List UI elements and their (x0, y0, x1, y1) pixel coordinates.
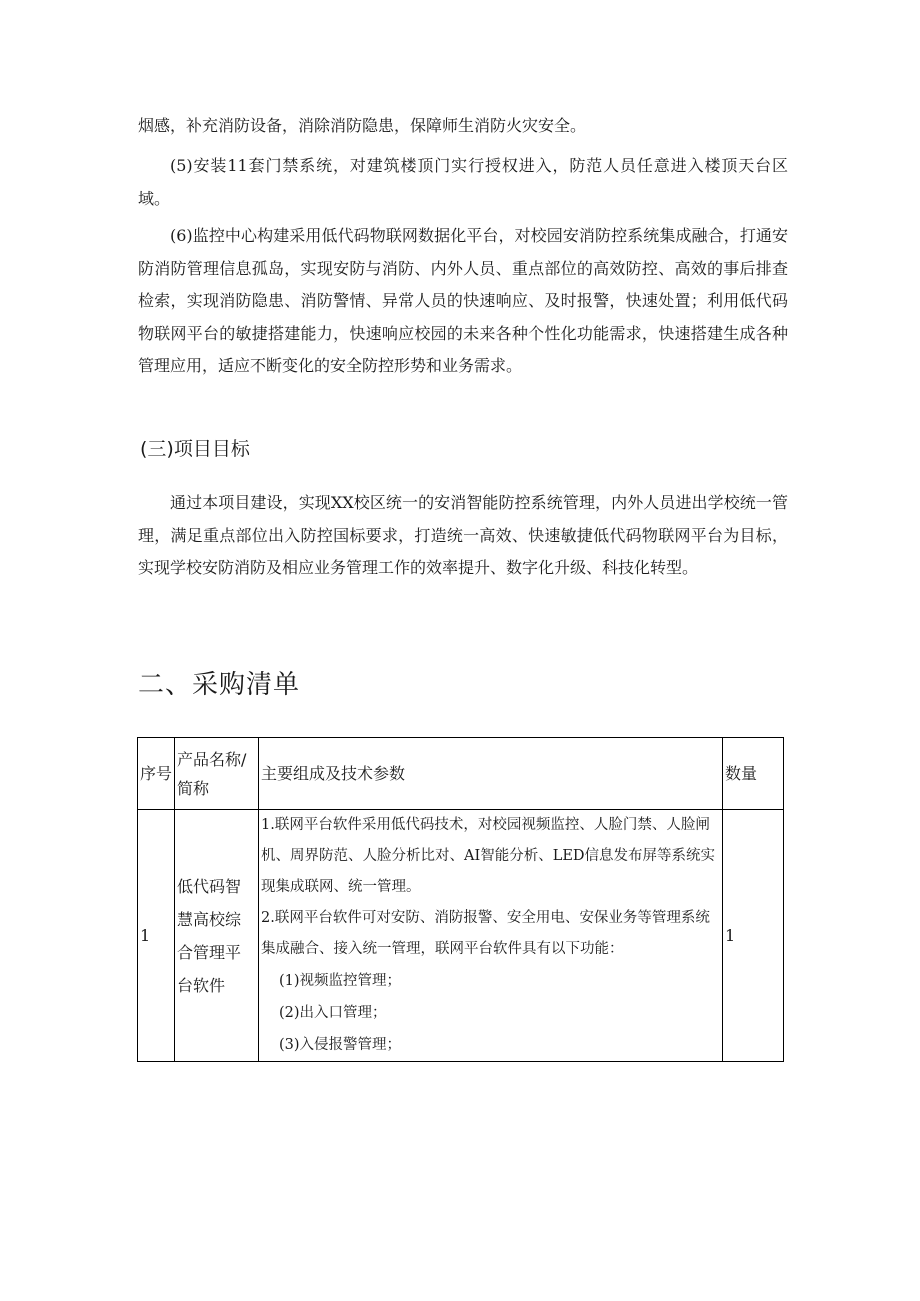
spec-item: 1.联网平台软件采用低代码技术，对校园视频监控、人脸门禁、人脸闸机、周界防范、人脸分析比对、AI智能分析、LED信息发布屏等系统实现集成联网、统一管理。 (261, 817, 716, 895)
spec-item: 2.联网平台软件可对安防、消防报警、安全用电、安保业务等管理系统集成融合、接入统一管理，联网平台软件具有以下功能： (261, 910, 710, 957)
section-heading-project-goal: (三)项目目标 (140, 438, 250, 460)
cell-product-name: 低代码智慧高校综合管理平台软件 (175, 810, 259, 1062)
spec-subitem: (3)入侵报警管理； (279, 1037, 402, 1053)
paragraph-text: (5)安装11套门禁系统，对建筑楼顶门实行授权进入，防范人员任意进入楼顶天台区域。 (138, 156, 788, 208)
table-header-row (138, 738, 784, 810)
section-heading-procurement-list: 二、采购清单 (138, 670, 301, 700)
paragraph-project-goal (138, 487, 788, 585)
cell-quantity: 1 (723, 810, 784, 1062)
paragraph-continued (138, 110, 788, 143)
header-spec: 主要组成及技术参数 (259, 738, 723, 810)
header-product-name: 产品名称/简称 (175, 738, 259, 810)
procurement-table (137, 737, 784, 1062)
cell-spec (259, 810, 723, 1062)
cell-no: 1 (138, 810, 175, 1062)
table-row (138, 810, 784, 1062)
paragraph-item-5 (138, 150, 788, 215)
paragraph-text: (6)监控中心构建采用低代码物联网数据化平台，对校园安消防控系统集成融合，打通安防消防管理信息孤岛，实现安防与消防、内外人员、重点部位的高效防控、高效的事后排查检索，实现消防隐患、消防警情、异常人员的快速响应、及时报警，快速处置；利用低代码物联网平台的敏捷搭建能力，快速响应校园的未来各种个性化功能需求，快速搭建生成各种管理应用，适应不断变化的安全防控形势和业务需求。 (138, 226, 788, 375)
paragraph-item-6 (138, 220, 788, 383)
paragraph-text: 烟感，补充消防设备，消除消防隐患，保障师生消防火灾安全。 (138, 116, 587, 135)
header-no: 序号 (138, 738, 175, 810)
spec-subitem: (2)出入口管理； (279, 1005, 387, 1021)
header-quantity: 数量 (723, 738, 784, 810)
paragraph-text: 通过本项目建设，实现XX校区统一的安消智能防控系统管理，内外人员进出学校统一管理，满足重点部位出入防控国标要求，打造统一高效、快速敏捷低代码物联网平台为目标，实现学校安防消防及相应业务管理工作的效率提升、数字化升级、科技化转型。 (138, 493, 788, 577)
spec-subitem: (1)视频监控管理； (279, 973, 402, 989)
